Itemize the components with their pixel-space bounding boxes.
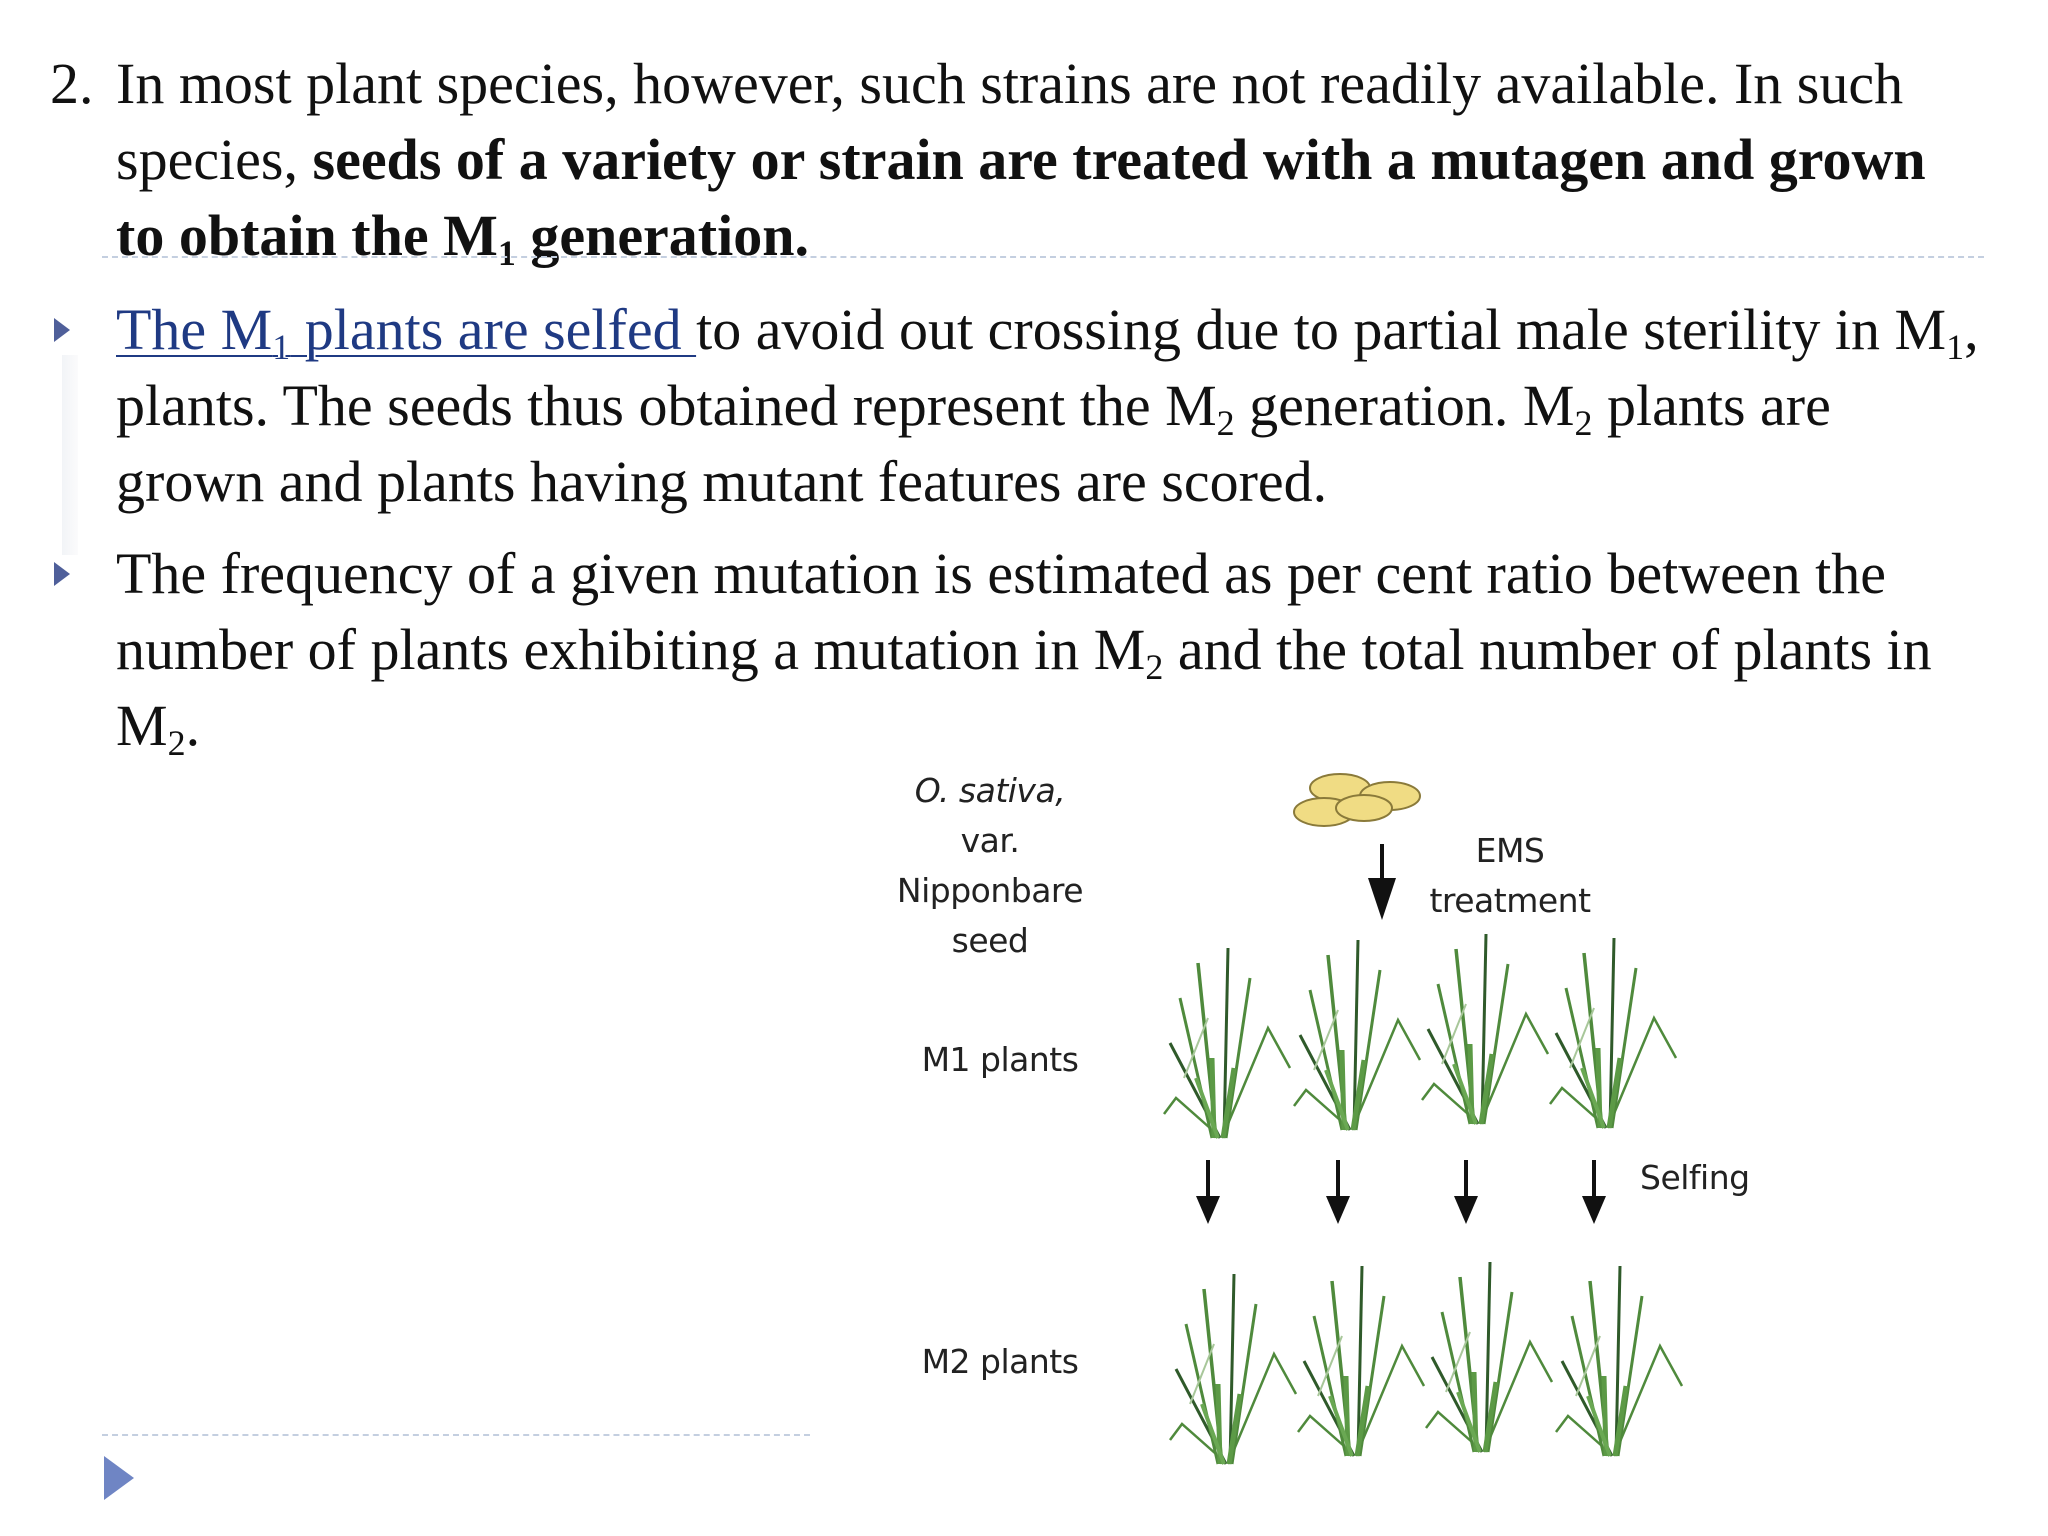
item-text	[116, 46, 1980, 274]
selfed-link[interactable]	[116, 297, 697, 368]
text-bold-main: seeds of a variety or strain are treated with a mutagen and grown to obtain the M	[116, 127, 1926, 268]
subscript: 1	[1946, 327, 1965, 368]
dashed-separator	[102, 256, 1984, 258]
item-text	[116, 292, 1980, 520]
next-slide-arrow-icon[interactable]	[104, 1456, 134, 1500]
text-segment: .	[185, 693, 201, 758]
m2-plants-label: M2 plants	[921, 1342, 1079, 1381]
text-segment: plants are grown and plants having mutant features are scored.	[116, 373, 1831, 514]
treatment-word: treatment	[1429, 881, 1591, 920]
list-item-2	[50, 46, 1980, 274]
subscript: 2	[1216, 403, 1235, 444]
species-name: O. sativa,	[914, 771, 1066, 810]
ems-arrow-icon	[1368, 844, 1396, 920]
text-segment: generation. M	[1234, 373, 1575, 438]
subscript: 2	[167, 723, 186, 764]
item-text	[116, 536, 1980, 764]
text-bold	[116, 127, 1926, 274]
bullet-triangle-icon	[54, 562, 70, 586]
bullet-triangle-icon	[54, 318, 70, 342]
m1-plants-label: M1 plants	[921, 1040, 1079, 1079]
text-segment: and the total number of plants in M	[116, 617, 1932, 758]
seed-word: seed	[951, 921, 1029, 960]
selfing-arrows-icon	[1196, 1160, 1606, 1224]
subscript: 1	[497, 233, 516, 274]
side-marker	[62, 355, 78, 555]
m2-plants-icon	[1170, 1262, 1682, 1464]
text-plain: In most plant species, however, such strains are not readily available. In such species,	[116, 51, 1904, 192]
species-label	[865, 766, 1115, 966]
text-segment: , plants. The seeds thus obtained represent the M	[116, 297, 1979, 438]
m1-plants-icon	[1164, 934, 1676, 1138]
dashed-separator-bottom	[102, 1434, 810, 1436]
link-text-end: plants are selfed	[290, 297, 697, 362]
bullet-item-frequency	[50, 536, 1980, 764]
ems-word: EMS	[1475, 831, 1545, 870]
ems-label	[1400, 826, 1620, 926]
mutagenesis-diagram	[830, 740, 1810, 1480]
bullet-item-selfing	[50, 292, 1980, 520]
text-segment: The frequency of a given mutation is estimated as per cent ratio between the number of plants exhibiting a mutation in M	[116, 541, 1886, 682]
subscript: 2	[1574, 403, 1593, 444]
variety-name: var. Nipponbare	[896, 821, 1084, 910]
link-text: The M	[116, 297, 273, 362]
text-segment: to avoid out crossing due to partial male sterility in M	[696, 297, 1947, 362]
text-bold-end: generation.	[515, 203, 809, 268]
subscript: 1	[272, 327, 291, 368]
seeds-icon	[1294, 774, 1420, 826]
selfing-label: Selfing	[1640, 1158, 1750, 1197]
subscript: 2	[1145, 647, 1164, 688]
item-number: 2.	[50, 51, 94, 116]
